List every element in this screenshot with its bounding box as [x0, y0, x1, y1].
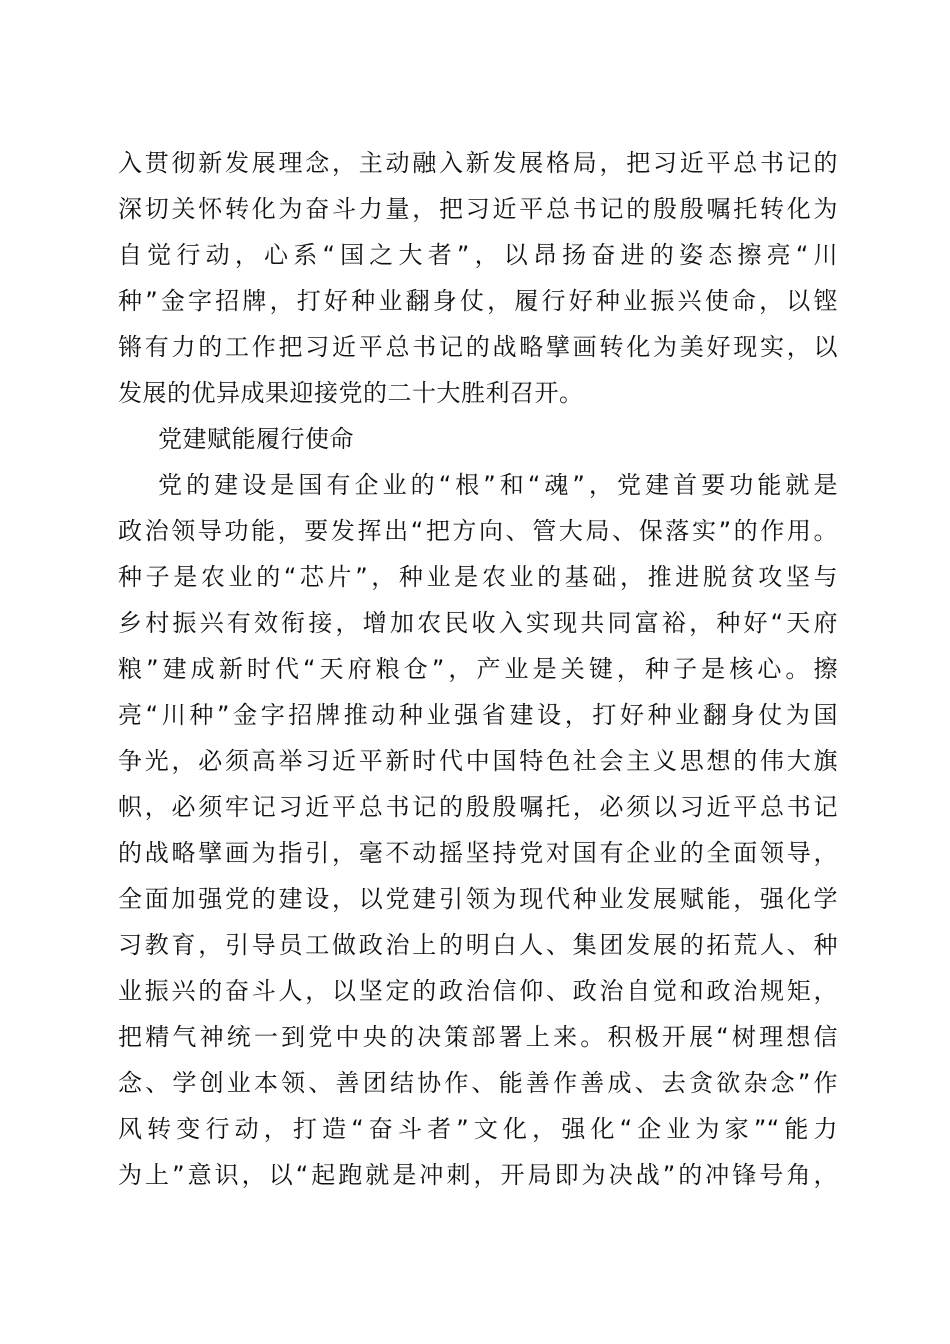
paragraph-line: 种”金字招牌，打好种业翻身仗，履行好种业振兴使命，以铿	[118, 287, 838, 315]
paragraph-line: 发展的优异成果迎接党的二十大胜利召开。	[118, 379, 584, 407]
paragraph-line: 亮“川种”金字招牌推动种业强省建设，打好种业翻身仗为国	[118, 701, 838, 729]
paragraph-line: 锵有力的工作把习近平总书记的战略擘画转化为美好现实，以	[118, 333, 838, 361]
paragraph-line: 为上”意识，以“起跑就是冲刺，开局即为决战”的冲锋号角，	[118, 1161, 838, 1189]
paragraph-line: 深切关怀转化为奋斗力量，把习近平总书记的殷殷嘱托转化为	[118, 195, 838, 223]
section-heading: 党建赋能履行使命	[158, 425, 354, 453]
paragraph-line: 的战略擘画为指引，毫不动摇坚持党对国有企业的全面领导，	[118, 839, 838, 867]
paragraph-continuation	[118, 140, 838, 416]
paragraph-line: 念、学创业本领、善团结协作、能善作善成、去贪欲杂念”作	[118, 1069, 838, 1097]
paragraph-line: 党的建设是国有企业的“根”和“魂”，党建首要功能就是	[158, 471, 838, 499]
paragraph-line: 入贯彻新发展理念，主动融入新发展格局，把习近平总书记的	[118, 149, 838, 177]
paragraph-line: 政治领导功能，要发挥出“把方向、管大局、保落实”的作用。	[118, 517, 838, 545]
document-body	[118, 140, 838, 1198]
paragraph-line: 全面加强党的建设，以党建引领为现代种业发展赋能，强化学	[118, 885, 838, 913]
paragraph-line: 自觉行动，心系“国之大者”，以昂扬奋进的姿态擦亮“川	[118, 241, 838, 269]
paragraph-line: 把精气神统一到党中央的决策部署上来。积极开展“树理想信	[118, 1023, 838, 1051]
paragraph-line: 风转变行动，打造“奋斗者”文化，强化“企业为家”“能力	[118, 1115, 838, 1143]
paragraph-line: 争光，必须高举习近平新时代中国特色社会主义思想的伟大旗	[118, 747, 838, 775]
paragraph-line: 习教育，引导员工做政治上的明白人、集团发展的拓荒人、种	[118, 931, 838, 959]
paragraph-line: 业振兴的奋斗人，以坚定的政治信仰、政治自觉和政治规矩，	[118, 977, 838, 1005]
paragraph-line: 帜，必须牢记习近平总书记的殷殷嘱托，必须以习近平总书记	[118, 793, 838, 821]
paragraph-line: 种子是农业的“芯片”，种业是农业的基础，推进脱贫攻坚与	[118, 563, 838, 591]
paragraph-party-building	[118, 462, 838, 1198]
paragraph-line: 乡村振兴有效衔接，增加农民收入实现共同富裕，种好“天府	[118, 609, 838, 637]
paragraph-line: 粮”建成新时代“天府粮仓”，产业是关键，种子是核心。擦	[118, 655, 838, 683]
